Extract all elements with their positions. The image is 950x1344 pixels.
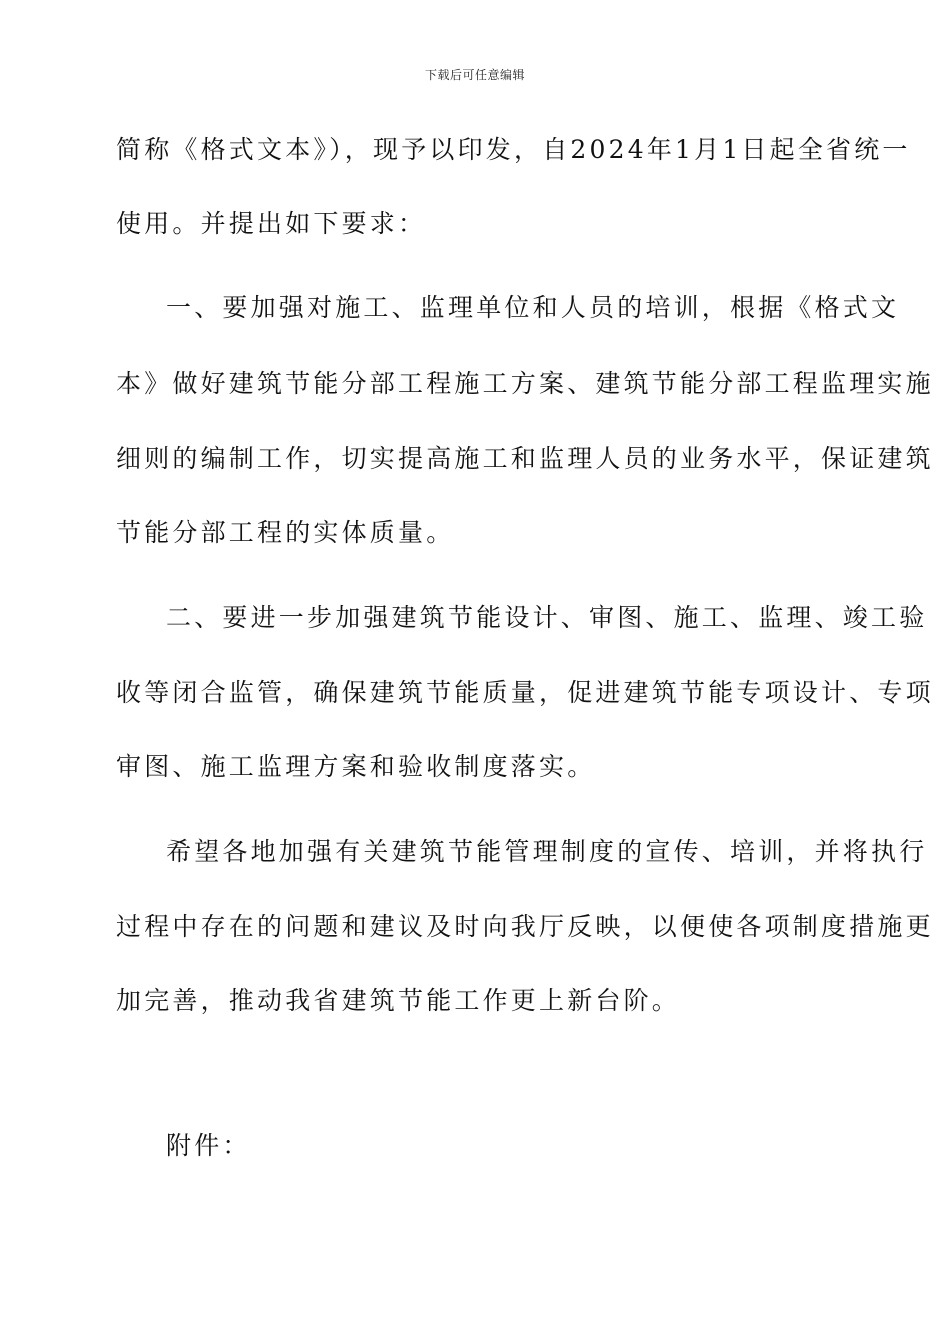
body-line: 简称《格式文本》），现予以印发，自2024年1月1日起全省统一 xyxy=(116,135,911,164)
body-line: 节能分部工程的实体质量。 xyxy=(116,518,455,547)
body-line: 使用。并提出如下要求： xyxy=(116,209,427,238)
body-line: 细则的编制工作，切实提高施工和监理人员的业务水平，保证建筑 xyxy=(116,444,934,473)
paragraph-1-start: 一、要加强对施工、监理单位和人员的培训，根据《格式文 xyxy=(166,293,900,322)
body-line: 本》做好建筑节能分部工程施工方案、建筑节能分部工程监理实施 xyxy=(116,369,934,398)
body-line: 审图、施工监理方案和验收制度落实。 xyxy=(116,752,596,781)
paragraph-2-start: 二、要进一步加强建筑节能设计、审图、施工、监理、竣工验 xyxy=(166,603,928,632)
header-note: 下载后可任意编辑 xyxy=(424,68,525,82)
attachment-label: 附件： xyxy=(166,1131,251,1160)
paragraph-3-start: 希望各地加强有关建筑节能管理制度的宣传、培训，并将执行 xyxy=(166,837,928,866)
body-line: 过程中存在的问题和建议及时向我厅反映，以便使各项制度措施更 xyxy=(116,912,934,941)
body-line: 收等闭合监管，确保建筑节能质量，促进建筑节能专项设计、专项 xyxy=(116,678,934,707)
body-line: 加完善，推动我省建筑节能工作更上新台阶。 xyxy=(116,986,681,1015)
